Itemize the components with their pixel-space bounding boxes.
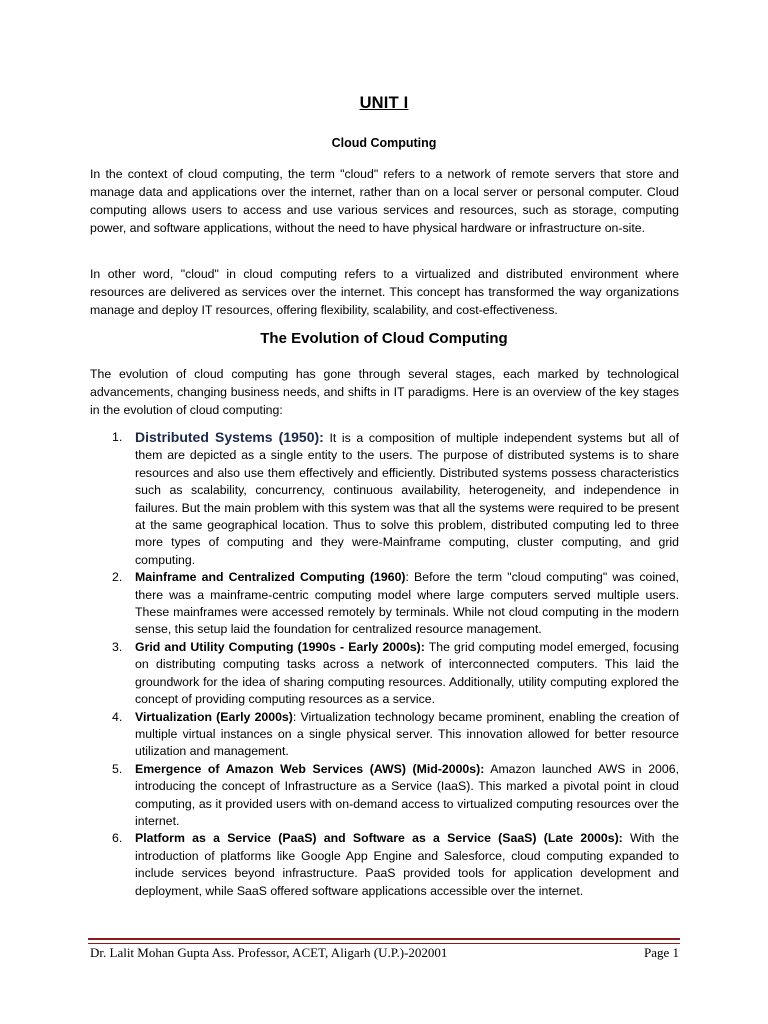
footer-divider [88, 938, 680, 944]
intro-paragraph-2: In other word, "cloud" in cloud computing refers to a virtualized and distributed environment where resources are delivered as services over the internet. This concept has transformed the way organizations manage and deploy IT resources, offering flexibility, scalability, and cost-effectiveness. [90, 267, 679, 317]
evolution-stages-list [90, 429, 679, 900]
list-item [90, 709, 679, 761]
list-item [90, 429, 679, 569]
list-item-number: 1. [112, 430, 123, 444]
sub-title: Cloud Computing [331, 136, 437, 150]
list-item-number: 5. [112, 761, 123, 776]
list-item-number: 3. [112, 639, 123, 654]
footer-page-number: Page 1 [643, 945, 679, 960]
list-item-text: The grid computing model emerged, focusing on distributing computing tasks across a network of interconnected computers. This laid the groundwork for the idea of sharing computing resources. Additionally, utility computing explored the concept of providing computing resources as a service. [135, 639, 680, 707]
section-heading: The Evolution of Cloud Computing [260, 330, 508, 347]
list-item [90, 569, 679, 639]
list-item-text: : Virtualization technology became prominent, enabling the creation of multiple virtual instances on a single physical server. This innovation allowed for better resource utilization and management. [135, 709, 679, 759]
list-item-label: Mainframe and Centralized Computing (1960) [135, 570, 406, 585]
list-item [90, 639, 679, 709]
intro-paragraph-1: In the context of cloud computing, the term "cloud" refers to a network of remote servers that store and manage data and applications over the internet, rather than on a local server or personal computer. Cloud computing allows users to access and use various services and resources, such as storage, computing power, and software applications, without the need to have physical hardware or infrastructure on-site. [90, 167, 679, 235]
list-item-label: Virtualization (Early 2000s) [135, 709, 293, 724]
list-item-text: Amazon launched AWS in 2006, introducing the concept of Infrastructure as a Service (IaaS). This marked a pivotal point in cloud computing, as it provided users with on-demand access to virtualized computing resources over the internet. [135, 761, 679, 828]
list-item-text: It is a composition of multiple independent systems but all of them are depicted as a single entity to the users. The purpose of distributed systems is to share resources and also use them effectively and efficiently. Distributed systems possess characteristics such as scalability, concurrency, continuous availability, heterogeneity, and independence in failures. But the main problem with this system was that all the systems were required to be present at the same geographical location. Thus to solve this problem, distributed computing led to three more types of computing and they were-Mainframe computing, cluster computing, and grid computing. [135, 431, 679, 567]
list-item-label: Grid and Utility Computing (1990s - Early 2000s): [135, 639, 425, 654]
list-item [90, 830, 679, 900]
unit-title: UNIT I [359, 94, 409, 112]
list-item-label: Distributed Systems (1950): [135, 429, 324, 445]
evolution-intro-paragraph: The evolution of cloud computing has gone through several stages, each marked by technological advancements, changing business needs, and shifts in IT paradigms. Here is an overview of the key stages in the evolution of cloud computing: [90, 367, 679, 417]
list-item-number: 2. [112, 570, 123, 585]
list-item [90, 761, 679, 831]
list-item-text: : Before the term "cloud computing" was coined, there was a mainframe-centric computing model where large computers served multiple users. These mainframes were accessed remotely by terminals. While not cloud computing in the modern sense, this setup laid the foundation for centralized resource management. [135, 570, 679, 637]
list-item-number: 6. [112, 831, 123, 846]
footer-author: Dr. Lalit Mohan Gupta Ass. Professor, ACET, Aligarh (U.P.)-202001 [90, 945, 448, 960]
list-item-label: Platform as a Service (PaaS) and Software as a Service (SaaS) (Late 2000s): [135, 831, 623, 846]
list-item-text: With the introduction of platforms like Google App Engine and Salesforce, cloud computing expanded to include services beyond infrastructure. PaaS provided tools for application development and deployment, while SaaS offered software applications accessible over the internet. [135, 831, 679, 898]
list-item-number: 4. [112, 709, 123, 724]
list-item-label: Emergence of Amazon Web Services (AWS) (Mid-2000s): [135, 761, 485, 776]
